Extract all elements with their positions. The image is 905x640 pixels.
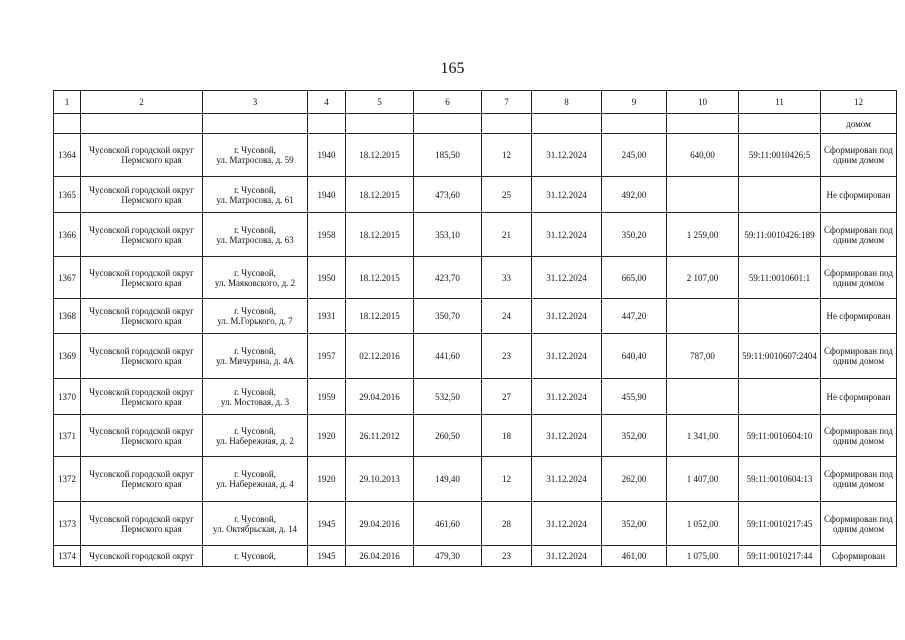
recognition-date-cell: 26.11.2012	[346, 415, 414, 457]
address-city: г. Чусовой,	[234, 386, 276, 397]
land-status-cell: Не сформирован	[821, 299, 897, 334]
continuation-cell	[482, 114, 532, 134]
address-cell	[203, 457, 308, 502]
region-name: Пермского края	[121, 479, 182, 489]
year-built-cell: 1940	[308, 177, 346, 213]
land-status-cell: Сформирован под одним домом	[821, 415, 897, 457]
land-area-cell	[667, 177, 739, 213]
table-row	[54, 134, 897, 177]
address-street: ул. Маяковского, д. 2	[214, 277, 296, 288]
municipality-name: Чусовской городской округ	[89, 513, 194, 524]
land-area-cell: 1 259,00	[667, 213, 739, 257]
area-cell: 479,30	[414, 546, 482, 567]
residents-cell: 18	[482, 415, 532, 457]
recognition-date-cell: 18.12.2015	[346, 299, 414, 334]
land-status-cell: Сформирован под одним домом	[821, 334, 897, 379]
planned-date-cell: 31.12.2024	[532, 134, 602, 177]
municipality-cell	[81, 334, 203, 379]
address-street: ул. М.Горького, д. 7	[217, 316, 293, 326]
municipality-cell	[81, 379, 203, 415]
residents-cell: 21	[482, 213, 532, 257]
row-number-cell: 1365	[54, 177, 81, 213]
land-area-cell: 640,00	[667, 134, 739, 177]
cadastral-number-cell: 59:11:0010217:45	[739, 502, 821, 546]
planned-date-cell: 31.12.2024	[532, 457, 602, 502]
municipality-cell	[81, 299, 203, 334]
area-cell: 532,50	[414, 379, 482, 415]
region-name: Пермского края	[121, 523, 182, 534]
row-number-cell: 1366	[54, 213, 81, 257]
land-status-cell: Сформирован под одним домом	[821, 457, 897, 502]
address-street: ул. Мичурина, д. 4А	[216, 356, 294, 366]
cadastral-number-cell	[739, 299, 821, 334]
land-status-cell: Не сформирован	[821, 177, 897, 213]
year-built-cell: 1950	[308, 257, 346, 299]
area-cell: 473,60	[414, 177, 482, 213]
address-street: ул. Матросова, д. 59	[216, 155, 294, 165]
column-header-11: 11	[739, 91, 821, 114]
table-row	[54, 257, 897, 299]
table-row	[54, 334, 897, 379]
planned-date-cell: 31.12.2024	[532, 257, 602, 299]
residents-cell: 27	[482, 379, 532, 415]
address-city: г. Чусовой,	[234, 184, 276, 195]
planned-date-cell: 31.12.2024	[532, 502, 602, 546]
address-cell	[203, 134, 308, 177]
address-city: г. Чусовой,	[234, 551, 276, 561]
land-area-cell	[667, 299, 739, 334]
column-header-7: 7	[482, 91, 532, 114]
address-city: г. Чусовой,	[234, 425, 276, 436]
recognition-date-cell: 18.12.2015	[346, 134, 414, 177]
recognition-date-cell: 29.04.2016	[346, 502, 414, 546]
region-name: Пермского края	[121, 435, 182, 446]
address-city: г. Чусовой,	[234, 306, 276, 316]
year-built-cell: 1940	[308, 134, 346, 177]
address-cell	[203, 379, 308, 415]
municipality-name: Чусовской городской округ	[89, 224, 194, 235]
table-row	[54, 379, 897, 415]
continuation-cell	[602, 114, 667, 134]
continuation-cell	[54, 114, 81, 134]
land-status-cell: Сформирован под одним домом	[821, 502, 897, 546]
address-cell	[203, 415, 308, 457]
recognition-date-cell: 18.12.2015	[346, 257, 414, 299]
recognition-date-cell: 18.12.2015	[346, 177, 414, 213]
municipality-name: Чусовской городской округ	[89, 425, 194, 436]
living-area-cell: 245,00	[602, 134, 667, 177]
address-city: г. Чусовой,	[234, 346, 276, 356]
continuation-cell	[532, 114, 602, 134]
region-name: Пермского края	[121, 277, 182, 288]
region-name: Пермского края	[121, 194, 182, 205]
column-header-1: 1	[54, 91, 81, 114]
municipality-name: Чусовской городской округ	[89, 145, 194, 155]
continuation-cell	[414, 114, 482, 134]
row-number-cell: 1364	[54, 134, 81, 177]
address-cell	[203, 334, 308, 379]
area-cell: 353,10	[414, 213, 482, 257]
cadastral-number-cell	[739, 379, 821, 415]
row-number-cell: 1368	[54, 299, 81, 334]
living-area-cell: 455,90	[602, 379, 667, 415]
living-area-cell: 492,00	[602, 177, 667, 213]
region-name: Пермского края	[121, 155, 182, 165]
table-body	[54, 91, 897, 567]
land-status-cell: Сформирован	[821, 546, 897, 567]
address-street: ул. Набережная, д. 4	[216, 479, 294, 489]
municipality-name: Чусовской городской округ	[89, 386, 194, 397]
year-built-cell: 1945	[308, 502, 346, 546]
cadastral-number-cell: 59:11:0010426:5	[739, 134, 821, 177]
land-area-cell: 1 052,00	[667, 502, 739, 546]
column-header-6: 6	[414, 91, 482, 114]
continuation-cell	[203, 114, 308, 134]
cadastral-number-cell: 59:11:0010607:2404	[739, 334, 821, 379]
recognition-date-cell: 18.12.2015	[346, 213, 414, 257]
housing-table	[53, 90, 897, 567]
municipality-cell	[81, 457, 203, 502]
year-built-cell: 1920	[308, 415, 346, 457]
municipality-name: Чусовской городской округ	[89, 469, 194, 479]
address-street: ул. Набережная, д. 2	[216, 435, 294, 446]
column-header-8: 8	[532, 91, 602, 114]
municipality-name: Чусовской городской округ	[89, 306, 194, 316]
table-row	[54, 546, 897, 567]
cadastral-number-cell: 59:11:0010601:1	[739, 257, 821, 299]
residents-cell: 23	[482, 546, 532, 567]
planned-date-cell: 31.12.2024	[532, 546, 602, 567]
address-cell	[203, 177, 308, 213]
municipality-name: Чусовской городской округ	[89, 267, 194, 278]
continuation-row	[54, 114, 897, 134]
living-area-cell: 350,20	[602, 213, 667, 257]
address-cell	[203, 546, 308, 567]
address-city: г. Чусовой,	[234, 224, 276, 235]
planned-date-cell: 31.12.2024	[532, 379, 602, 415]
row-number-cell: 1371	[54, 415, 81, 457]
year-built-cell: 1945	[308, 546, 346, 567]
column-header-12: 12	[821, 91, 897, 114]
address-street: ул. Октябрьская, д. 14	[213, 523, 297, 534]
planned-date-cell: 31.12.2024	[532, 299, 602, 334]
address-cell	[203, 213, 308, 257]
land-area-cell	[667, 379, 739, 415]
residents-cell: 12	[482, 134, 532, 177]
table-row	[54, 502, 897, 546]
region-name: Пермского края	[121, 396, 182, 407]
living-area-cell: 352,00	[602, 502, 667, 546]
region-name: Пермского края	[121, 356, 182, 366]
living-area-cell: 262,00	[602, 457, 667, 502]
table-row	[54, 457, 897, 502]
residents-cell: 25	[482, 177, 532, 213]
land-area-cell: 1 341,00	[667, 415, 739, 457]
area-cell: 441,60	[414, 334, 482, 379]
living-area-cell: 640,40	[602, 334, 667, 379]
recognition-date-cell: 29.04.2016	[346, 379, 414, 415]
planned-date-cell: 31.12.2024	[532, 177, 602, 213]
cadastral-number-cell: 59:11:0010426:189	[739, 213, 821, 257]
address-street: ул. Матросова, д. 61	[216, 194, 294, 205]
column-header-2: 2	[81, 91, 203, 114]
living-area-cell: 665,00	[602, 257, 667, 299]
planned-date-cell: 31.12.2024	[532, 334, 602, 379]
residents-cell: 24	[482, 299, 532, 334]
land-status-cell: Сформирован под одним домом	[821, 134, 897, 177]
land-status-cell: Сформирован под одним домом	[821, 257, 897, 299]
column-header-3: 3	[203, 91, 308, 114]
land-status-cell: Сформирован под одним домом	[821, 213, 897, 257]
address-city: г. Чусовой,	[234, 267, 276, 278]
column-header-5: 5	[346, 91, 414, 114]
area-cell: 423,70	[414, 257, 482, 299]
municipality-cell	[81, 546, 203, 567]
continuation-cell	[346, 114, 414, 134]
area-cell: 260,50	[414, 415, 482, 457]
municipality-cell	[81, 134, 203, 177]
address-cell	[203, 299, 308, 334]
planned-date-cell: 31.12.2024	[532, 415, 602, 457]
address-city: г. Чусовой,	[234, 513, 276, 524]
header-row	[54, 91, 897, 114]
address-city: г. Чусовой,	[234, 469, 276, 479]
land-area-cell: 787,00	[667, 334, 739, 379]
cadastral-number-cell	[739, 177, 821, 213]
column-header-10: 10	[667, 91, 739, 114]
table-row	[54, 299, 897, 334]
address-street: ул. Мостовая, д. 3	[220, 396, 290, 407]
recognition-date-cell: 26.04.2016	[346, 546, 414, 567]
land-area-cell: 1 407,00	[667, 457, 739, 502]
year-built-cell: 1957	[308, 334, 346, 379]
column-header-9: 9	[602, 91, 667, 114]
municipality-name: Чусовской городской округ	[89, 551, 194, 561]
cadastral-number-cell: 59:11:0010604:10	[739, 415, 821, 457]
table-row	[54, 415, 897, 457]
land-area-cell: 1 075,00	[667, 546, 739, 567]
continuation-cell: домом	[821, 114, 897, 134]
column-header-4: 4	[308, 91, 346, 114]
recognition-date-cell: 29.10.2013	[346, 457, 414, 502]
cadastral-number-cell: 59:11:0010604:13	[739, 457, 821, 502]
year-built-cell: 1920	[308, 457, 346, 502]
area-cell: 185,50	[414, 134, 482, 177]
recognition-date-cell: 02.12.2016	[346, 334, 414, 379]
living-area-cell: 352,00	[602, 415, 667, 457]
land-area-cell: 2 107,00	[667, 257, 739, 299]
row-number-cell: 1369	[54, 334, 81, 379]
row-number-cell: 1372	[54, 457, 81, 502]
area-cell: 149,40	[414, 457, 482, 502]
row-number-cell: 1373	[54, 502, 81, 546]
living-area-cell: 461,00	[602, 546, 667, 567]
address-cell	[203, 502, 308, 546]
continuation-cell	[308, 114, 346, 134]
address-city: г. Чусовой,	[234, 145, 276, 155]
cadastral-number-cell: 59:11:0010217:44	[739, 546, 821, 567]
municipality-cell	[81, 415, 203, 457]
region-name: Пермского края	[121, 234, 182, 245]
year-built-cell: 1931	[308, 299, 346, 334]
region-name: Пермского края	[121, 316, 182, 326]
continuation-cell	[739, 114, 821, 134]
municipality-name: Чусовской городской округ	[89, 184, 194, 195]
row-number-cell: 1374	[54, 546, 81, 567]
address-cell	[203, 257, 308, 299]
table-row	[54, 213, 897, 257]
land-status-cell: Не сформирован	[821, 379, 897, 415]
table-row	[54, 177, 897, 213]
area-cell: 350,70	[414, 299, 482, 334]
year-built-cell: 1958	[308, 213, 346, 257]
residents-cell: 28	[482, 502, 532, 546]
municipality-cell	[81, 177, 203, 213]
municipality-cell	[81, 257, 203, 299]
continuation-cell	[667, 114, 739, 134]
residents-cell: 23	[482, 334, 532, 379]
year-built-cell: 1959	[308, 379, 346, 415]
living-area-cell: 447,20	[602, 299, 667, 334]
row-number-cell: 1370	[54, 379, 81, 415]
municipality-name: Чусовской городской округ	[89, 346, 194, 356]
area-cell: 461,60	[414, 502, 482, 546]
municipality-cell	[81, 213, 203, 257]
residents-cell: 12	[482, 457, 532, 502]
address-street: ул. Матросова, д. 63	[216, 234, 294, 245]
row-number-cell: 1367	[54, 257, 81, 299]
residents-cell: 33	[482, 257, 532, 299]
continuation-cell	[81, 114, 203, 134]
planned-date-cell: 31.12.2024	[532, 213, 602, 257]
page-number: 165	[440, 60, 465, 77]
municipality-cell	[81, 502, 203, 546]
